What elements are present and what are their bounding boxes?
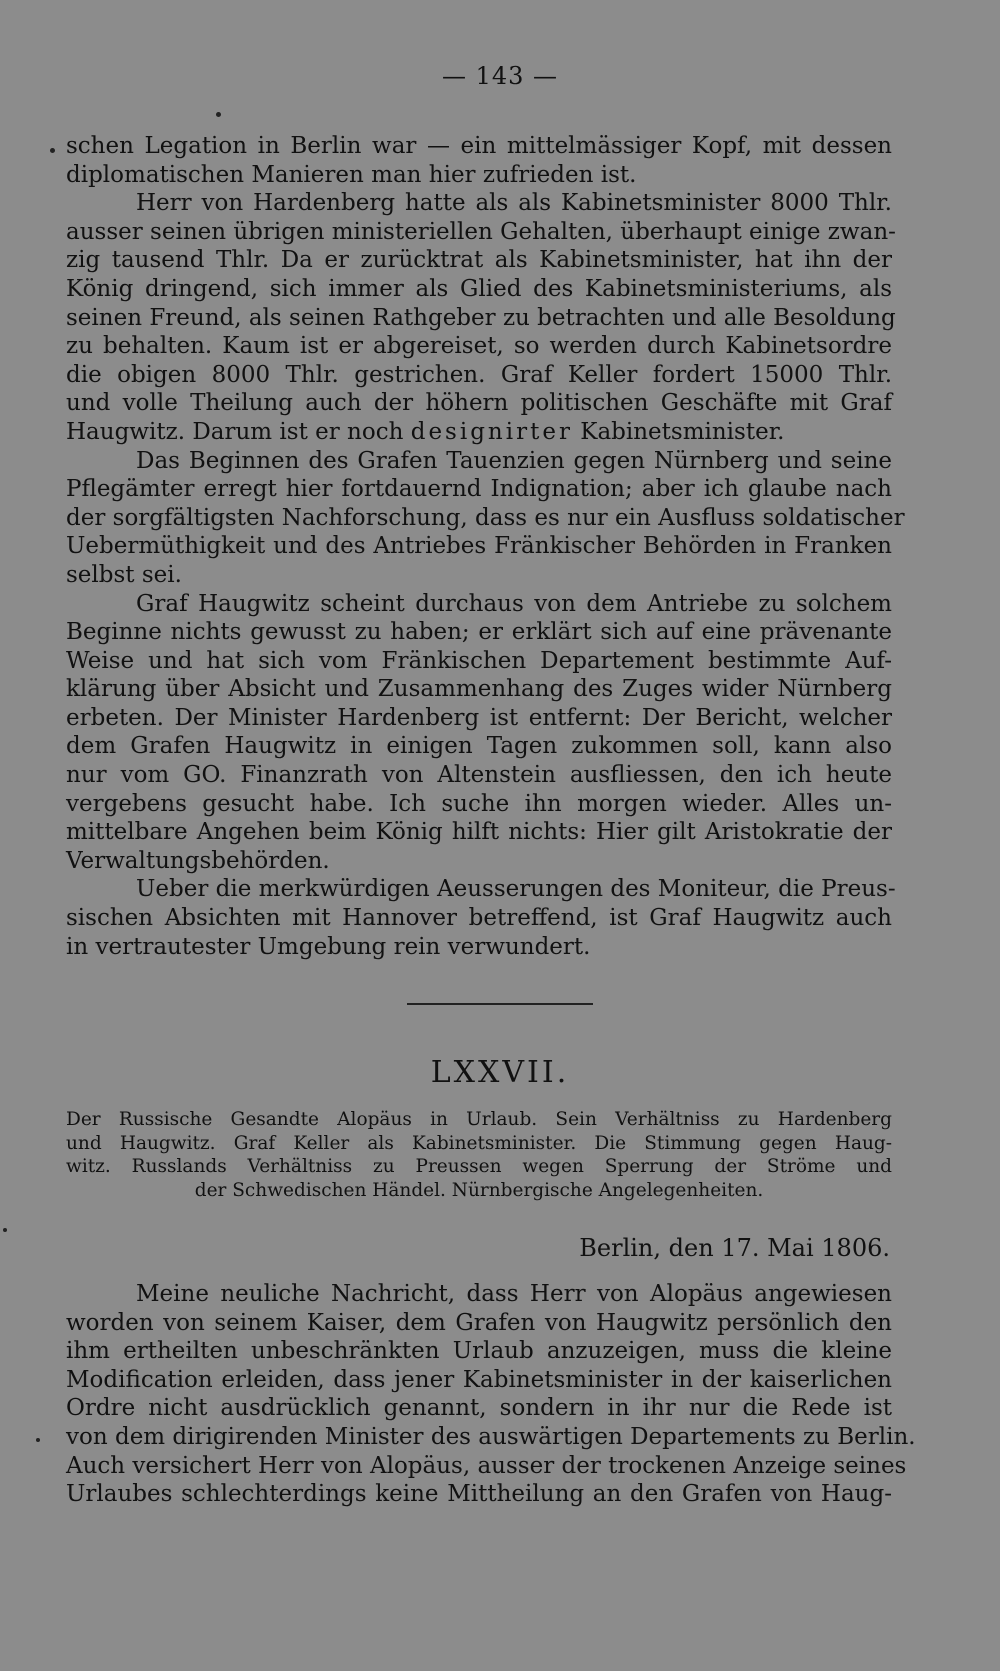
- text-line: Urlaubes schlechterdings keine Mittheilung an den Grafen von Haug-: [66, 1481, 892, 1508]
- text-line: zu behalten. Kaum ist er abgereiset, so werden durch Kabinetsordre: [66, 333, 892, 360]
- text-line: sischen Absichten mit Hannover betreffend, ist Graf Haugwitz auch: [66, 905, 892, 932]
- text-line: Verwaltungsbehörden.: [66, 847, 330, 874]
- summary-line: witz. Russlands Verhältniss zu Preussen wegen Sperrung der Ströme und: [66, 1156, 892, 1177]
- body-text-block-2: [66, 1280, 916, 1509]
- text-line: schen Legation in Berlin war — ein mittelmässiger Kopf, mit dessen: [66, 133, 892, 159]
- text-line: klärung über Absicht und Zusammenhang des Zuges wider Nürnberg: [66, 676, 892, 703]
- text-line: der sorgfältigsten Nachforschung, dass es nur ein Ausfluss soldatischer: [66, 504, 905, 531]
- text-line: Das Beginnen des Grafen Tauenzien gegen Nürnberg und seine: [136, 447, 892, 474]
- print-speck: [36, 1438, 40, 1442]
- letter-dateline: Berlin, den 17. Mai 1806.: [579, 1234, 890, 1262]
- text-line: die obigen 8000 Thlr. gestrichen. Graf Keller fordert 15000 Thlr.: [66, 361, 892, 388]
- text-line: dem Grafen Haugwitz in einigen Tagen zukommen soll, kann also: [66, 733, 892, 760]
- text-line: zig tausend Thlr. Da er zurücktrat als Kabinetsminister, hat ihn der: [66, 247, 892, 274]
- body-text-block-1: [66, 132, 905, 961]
- text-line: worden von seinem Kaiser, dem Grafen von Haugwitz persönlich den: [66, 1309, 892, 1336]
- chapter-summary: [66, 1108, 892, 1202]
- text-line: von dem dirigirenden Minister des auswärtigen Departements zu Berlin.: [66, 1423, 916, 1450]
- text-line: nur vom GO. Finanzrath von Altenstein ausfliessen, den ich heute: [66, 762, 892, 789]
- summary-line: Der Russische Gesandte Alopäus in Urlaub. Sein Verhältniss zu Hardenberg: [66, 1109, 892, 1130]
- text-line: und volle Theilung auch der höhern politischen Geschäfte mit Graf: [66, 390, 892, 417]
- text-line: seinen Freund, als seinen Rathgeber zu betrachten und alle Besoldung: [66, 304, 896, 331]
- text-line: Beginne nichts gewusst zu haben; er erklärt sich auf eine prävenante: [66, 619, 892, 646]
- summary-line: der Schwedischen Händel. Nürnbergische Angelegenheiten.: [194, 1179, 764, 1201]
- page-number: — 143 —: [441, 62, 559, 90]
- text-line: Meine neuliche Nachricht, dass Herr von Alopäus angewiesen: [136, 1281, 892, 1307]
- text-fragment: Haugwitz. Darum ist er noch: [66, 418, 411, 445]
- chapter-heading: LXXVII.: [430, 1055, 570, 1090]
- text-line: König dringend, sich immer als Glied des Kabinetsministeriums, als: [66, 275, 892, 302]
- text-line: Graf Haugwitz scheint durchaus von dem Antriebe zu solchem: [136, 590, 892, 617]
- summary-line: und Haugwitz. Graf Keller als Kabinetsminister. Die Stimmung gegen Haug-: [66, 1132, 892, 1154]
- text-line: Weise und hat sich vom Fränkischen Departement bestimmte Auf-: [66, 647, 892, 674]
- text-fragment: Kabinetsminister.: [572, 418, 785, 445]
- text-line-emphasis: [66, 418, 892, 447]
- text-line: Uebermüthigkeit und des Antriebes Fränkischer Behörden in Franken: [66, 533, 892, 560]
- text-line: ihm ertheilten unbeschränkten Urlaub anzuzeigen, muss die kleine: [66, 1338, 892, 1365]
- text-line: ausser seinen übrigen ministeriellen Gehalten, überhaupt einige zwan-: [66, 218, 896, 245]
- text-line: mittelbare Angehen beim König hilft nichts: Hier gilt Aristokratie der: [66, 819, 892, 846]
- print-speck: [216, 112, 221, 117]
- text-line: Ueber die merkwürdigen Aeusserungen des Moniteur, die Preus-: [136, 876, 896, 903]
- text-line: Ordre nicht ausdrücklich genannt, sondern in ihr nur die Rede ist: [66, 1395, 892, 1422]
- text-line: erbeten. Der Minister Hardenberg ist entfernt: Der Bericht, welcher: [66, 704, 892, 731]
- text-line: vergebens gesucht habe. Ich suche ihn morgen wieder. Alles un-: [66, 790, 892, 817]
- print-speck: [50, 148, 55, 153]
- section-divider: [407, 1003, 593, 1005]
- text-line: Modification erleiden, dass jener Kabinetsminister in der kaiserlichen: [66, 1366, 892, 1393]
- text-line: Auch versichert Herr von Alopäus, ausser der trockenen Anzeige seines: [66, 1452, 907, 1479]
- text-line: in vertrautester Umgebung rein verwundert.: [66, 933, 591, 960]
- text-line: Herr von Hardenberg hatte als als Kabinetsminister 8000 Thlr.: [136, 190, 892, 217]
- text-line: Pflegämter erregt hier fortdauernd Indignation; aber ich glaube nach: [66, 476, 892, 503]
- print-speck: [3, 1228, 7, 1232]
- text-line: diplomatischen Manieren man hier zufrieden ist.: [66, 161, 637, 188]
- text-line: selbst sei.: [66, 561, 182, 588]
- spaced-emphasis: designirter: [410, 418, 573, 445]
